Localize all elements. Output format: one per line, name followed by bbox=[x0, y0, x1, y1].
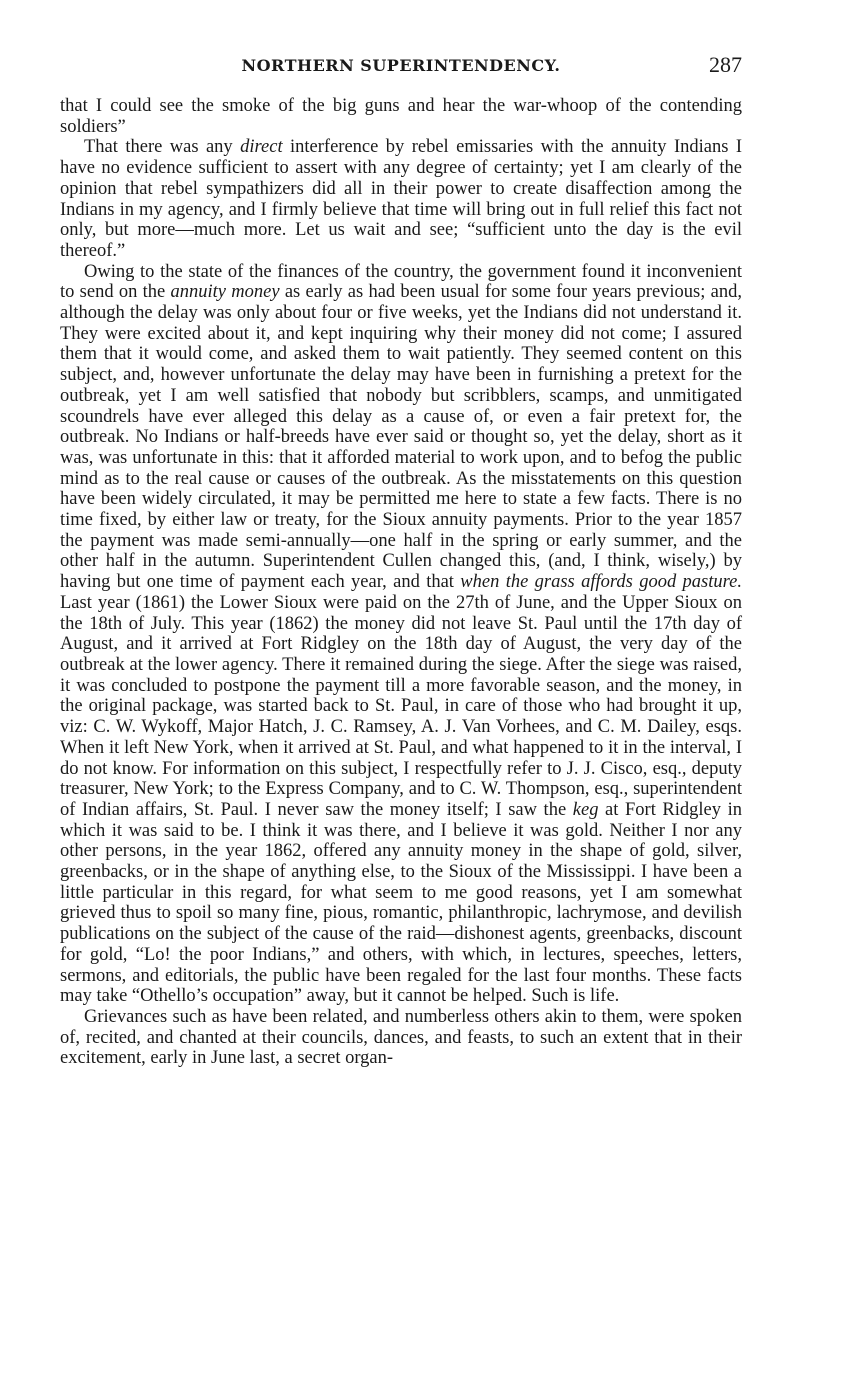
paragraph-text: That there was any bbox=[84, 137, 241, 158]
italic-text: when the grass affords good pasture. bbox=[460, 572, 742, 593]
document-page bbox=[60, 52, 742, 1069]
paragraph-text: Grievances such as have been related, and numberless others akin to them, were spoken of, recited, and chanted at their councils, dances, and feasts, to such an extent that in their excitement, early in June last, a secret organ- bbox=[60, 1006, 742, 1069]
paragraph bbox=[60, 137, 742, 261]
italic-text: keg bbox=[572, 799, 599, 820]
paragraph-text: Last year (1861) the Lower Sioux were paid on the 27th of June, and the Upper Sioux on the 18th of July. This year (1862) the money did not leave St. Paul until the 17th day of August, and it arrived at Fort Ridgley on the 18th day of August, the very day of the outbreak at the lower agency. There it remained during the siege. After the siege was raised, it was concluded to postpone the payment till a more favorable season, and the money, in the original package, was started back to St. Paul, in care of those who had brought it up, viz: C. W. Wykoff, Major Hatch, J. C. Ramsey, A. J. Van Vorhees, and C. M. Dailey, esqs. When it left New York, when it arrived at St. Paul, and what happened to it in the interval, I do not know. For information on this subject, I respectfully refer to J. J. Cisco, esq., deputy treasurer, New York; to the Express Company, and to C. W. Thompson, esq., superintendent of Indian affairs, St. Paul. I never saw the money itself; I saw the bbox=[60, 592, 742, 820]
paragraph-text: that I could see the smoke of the big guns and hear the war-whoop of the contending soldiers” bbox=[60, 96, 742, 137]
paragraph bbox=[60, 96, 742, 137]
paragraph-text: Owing to the state of the finances of the country, the government found it inconvenient to send on the bbox=[60, 261, 742, 303]
paragraph-text: at Fort Ridgley in which it was said to be. I think it was there, and I believe it was gold. Neither I nor any other persons, in the year 1862, offered any annuity money in the shape of gold, silver, greenbacks, or in the shape of anything else, to the Sioux of the Mississippi. I have been a little particular in this regard, for what seem to me good reasons, yet I am somewhat grieved thus to spoil so many fine, pious, romantic, philanthropic, lachrymose, and devilish publications on the subject of the cause of the raid—dishonest agents, greenbacks, discount for gold, “Lo! the poor Indians,” and others, with which, in lectures, speeches, letters, sermons, and editorials, the public have been regaled for the last four months. These facts may take “Othello’s occupation” away, but it cannot be helped. Such is life. bbox=[60, 799, 742, 1007]
running-head: NORTHERN SUPERINTENDENCY. bbox=[241, 56, 561, 75]
italic-text: annuity money bbox=[170, 282, 280, 303]
paragraph-text: interference by rebel emissaries with the annuity Indians I have no evidence sufficient to assert with any degree of certainty; yet I am clearly of the opinion that rebel sympathizers did all in their power to create disaffection among the Indians in my agency, and I firmly believe that time will bring out in full relief this fact not only, but more—much more. Let us wait and see; “sufficient unto the day is the evil thereof.” bbox=[60, 137, 742, 261]
body-text bbox=[60, 96, 742, 1069]
paragraph-text: as early as had been usual for some four years previous; and, although the delay was only about four or five weeks, yet the Indians did not understand it. They were excited about it, and kept inquiring why their money did not come; I assured them that it would come, and asked them to wait patiently. They seemed content on this subject, and, however unfortunate the delay may have been in furnishing a pretext for the outbreak, yet I am well satisfied that nobody but scribblers, scamps, and unmitigated scoundrels have ever alleged this delay as a cause of, or even a fair pretext for, the outbreak. No Indians or half-breeds have ever said or thought so, yet the delay, short as it was, was unfortunate in this: that it afforded material to work upon, and to befog the public mind as to the real cause or causes of the outbreak. As the misstatements on this question have been widely circulated, it may be permitted me here to state a few facts. There is no time fixed, by either law or treaty, for the Sioux annuity payments. Prior to the year 1857 the payment was made semi-annually—one half in the spring or early summer, and the other half in the autumn. Superintendent Cullen changed this, (and, I think, wisely,) by having but one time of payment each year, and that bbox=[60, 282, 742, 593]
page-header bbox=[60, 52, 742, 82]
paragraph bbox=[60, 262, 742, 1007]
page-number: 287 bbox=[709, 52, 742, 77]
paragraph bbox=[60, 1007, 742, 1069]
italic-text: direct bbox=[240, 137, 283, 158]
